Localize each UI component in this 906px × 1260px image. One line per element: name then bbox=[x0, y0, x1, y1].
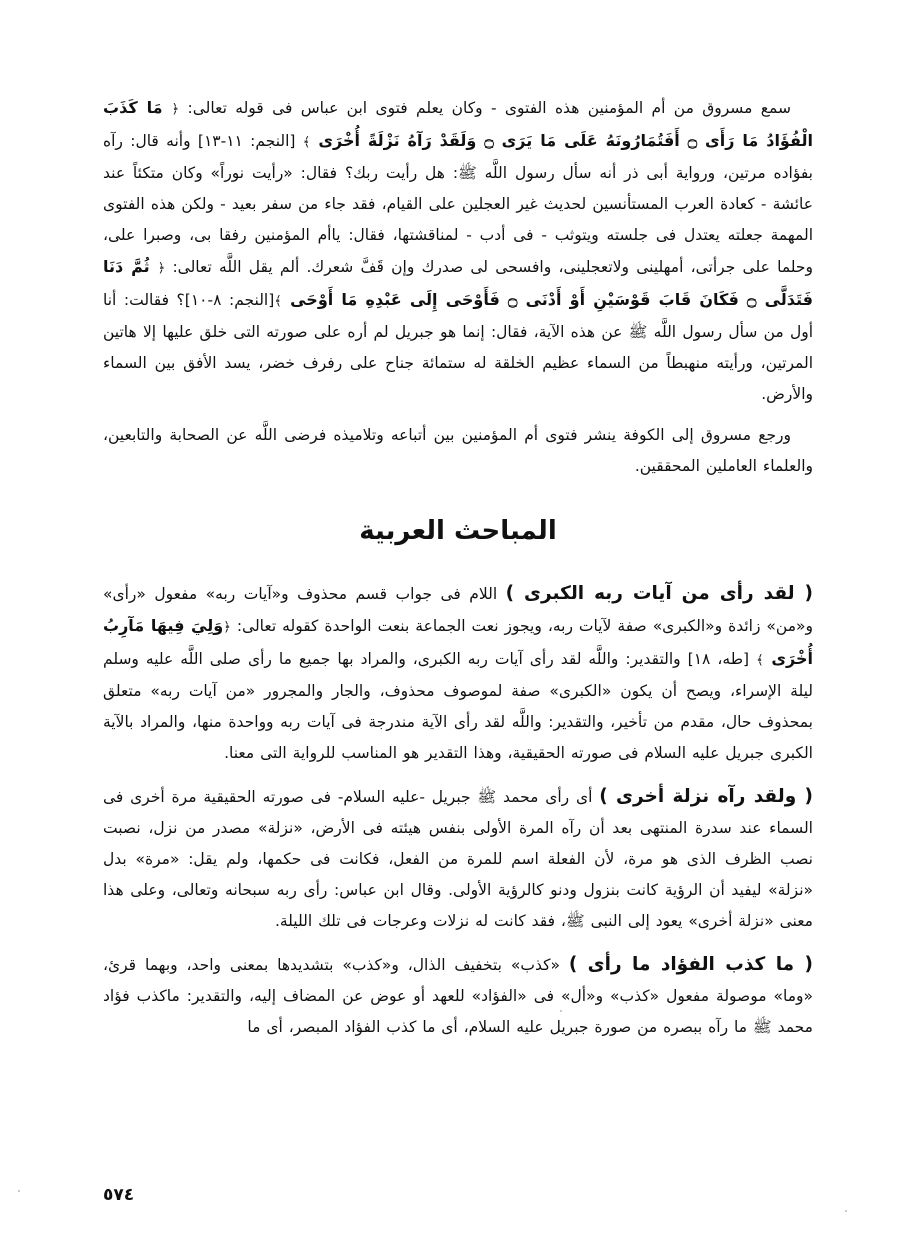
entry-lemma: ( ما كذب الفؤاد ما رأى ) bbox=[568, 954, 813, 975]
scan-speck bbox=[560, 1010, 562, 1012]
commentary-entry bbox=[103, 949, 813, 1043]
intro-paragraph-1 bbox=[103, 92, 813, 410]
scan-speck bbox=[18, 1190, 20, 1192]
entry-text: «كذب» بتخفيف الذال، و«كذب» بتشديدها بمعنى واحد، وبهما قرئ، «وما» موصولة مفعول «كذب» و«أل» فى «الفؤاد» للعهد أو عوض عن المضاف إليه، والتقدير: ماكذب فؤاد محمد ﷺ ما رآه ببصره من صورة جبريل عليه السلام، أى ما كذب الفؤاد المبصر، أى ما bbox=[103, 956, 813, 1036]
entry-lemma: ( لقد رأى من آيات ربه الكبرى ) bbox=[505, 583, 814, 604]
intro-paragraph-2: ورجع مسروق إلى الكوفة ينشر فتوى أم المؤمنين بين أتباعه وتلاميذه فرضى اللَّه عن الصحابة والتابعين، والعلماء العاملين المحققين. bbox=[103, 426, 813, 475]
verse-close-bracket: ﴾ bbox=[756, 653, 764, 668]
scan-speck bbox=[845, 1210, 847, 1212]
verse-open-bracket: ﴿ bbox=[171, 102, 180, 117]
verse-reference: [النجم: ٨-١٠] bbox=[184, 291, 275, 309]
intro-text: ؟ فقالت: أنا أول من سأل رسول اللَّه ﷺ عن هذه الآية، فقال: إنما هو جبريل لم أره على صورته التى خلق عليها إلا هاتين المرتين، ورأيته منهبطاً من السماء عظيم الخلقة له ستمائة جناح على رفرف خضر، يسد الأفق بين السماء والأرض. bbox=[103, 291, 813, 403]
verse-reference: [النجم: ١١-١٣] bbox=[197, 132, 296, 150]
verse-close-bracket: ﴾ bbox=[274, 294, 282, 309]
intro-text: سمع مسروق من أم المؤمنين هذه الفتوى - وكان يعلم فتوى ابن عباس فى قوله تعالى: bbox=[187, 99, 791, 117]
entry-text: اللام فى جواب قسم محذوف و«آيات ربه» مفعول «رأى» و«من» زائدة و«الكبرى» صفة لآيات ربه، ويجوز نعت الجماعة بنعت الواحدة كقوله تعالى: bbox=[103, 585, 813, 635]
page-number: ٥٧٤ bbox=[103, 1185, 135, 1205]
intro-text: وأنه قال: رآه بفؤاده مرتين، ورواية أبى ذر أنه سأل رسول اللَّه ﷺ: هل رأيت ربك؟ فقال: «رأيت نوراً» وكان متكئاً عند عائشة - كعادة العرب المستأنسين لحديث غير العجلين على القيام، فقد جاء من سفر بعيد - ولكن هذه الفتوى المهمة جعلته يعتدل فى جلسته ويتوثب - فى أدب - لمناقشتها، فقال: ياأم المؤمنين رفقا بى، وصبرا على، وحلما على جرأتى، أمهلينى ولاتعجلينى، وافسحى لى صدرك وإن قَفَّ شعرك. ألم يقل اللَّه تعالى: bbox=[103, 132, 813, 276]
verse-close-bracket: ﴾ bbox=[302, 135, 311, 150]
quran-verse: ﴿وَلِيَ فِيهَا مَآرِبُ أُخْرَى ﴾ bbox=[103, 616, 814, 668]
commentary-entry bbox=[103, 578, 813, 769]
quran-verse: ﴿ مَا كَذَبَ الْفُؤَادُ مَا رَأَى ۝ أَفَتُمَارُونَهُ عَلَى مَا يَرَى ۝ وَلَقَدْ رَآهُ نَزْلَةً أُخْرَى ﴾ bbox=[103, 98, 813, 150]
entry-lemma: ( ولقد رآه نزلة أخرى ) bbox=[599, 786, 813, 807]
verse-open-bracket: ﴿ bbox=[223, 620, 231, 635]
book-page bbox=[103, 92, 813, 1055]
section-title: المباحث العربية bbox=[359, 516, 557, 546]
commentary-entry bbox=[103, 781, 813, 937]
entry-text: والتقدير: واللَّه لقد رأى آيات ربه الكبرى، والمراد بها جميع ما رأى صلى اللَّه عليه وسلم ليلة الإسراء، ويصح أن يكون «الكبرى» صفة لموصوف محذوف، والجار والمجرور «من آيات ربه» متعلق بمحذوف حال، مقدم من تأخير، والتقدير: واللَّه لقد رأى الآية مندرجة فى آيات ربه وواحدة منها، والمراد بالآية الكبرى جبريل عليه السلام فى صورته الحقيقية، وهذا التقدير هو المناسب للرواية التى معنا. bbox=[103, 650, 813, 762]
verse-open-bracket: ﴿ bbox=[157, 261, 166, 276]
entry-text: أى رأى محمد ﷺ جبريل -عليه السلام- فى صورته الحقيقية مرة أخرى فى السماء عند سدرة المنتهى بعد أن رآه المرة الأولى بنفس هيئته فى الأرض، «نزلة» مصدر من نزل، نصبت نصب الظرف الذى هو مرة، لأن الفعلة اسم للمرة من الفعل، فكانت فى حكمها، ولم يقل: «مرة» بدل «نزلة» ليفيد أن الرؤية كانت بنزول ودنو كالرؤية الأولى. وقال ابن عباس: رأى ربه سبحانه وتعالى، وعلى هذا معنى «نزلة أخرى» يعود إلى النبى ﷺ، فقد كانت له نزلات وعرجات فى تلك الليلة. bbox=[103, 788, 813, 930]
verse-reference: [طه، ١٨] bbox=[687, 650, 750, 668]
quran-verse: ﴿ ثُمَّ دَنَا فَتَدَلَّى ۝ فَكَانَ قَابَ قَوْسَيْنِ أَوْ أَدْنَى ۝ فَأَوْحَى إِلَى عَبْدِهِ مَا أَوْحَى ﴾ bbox=[103, 257, 814, 309]
